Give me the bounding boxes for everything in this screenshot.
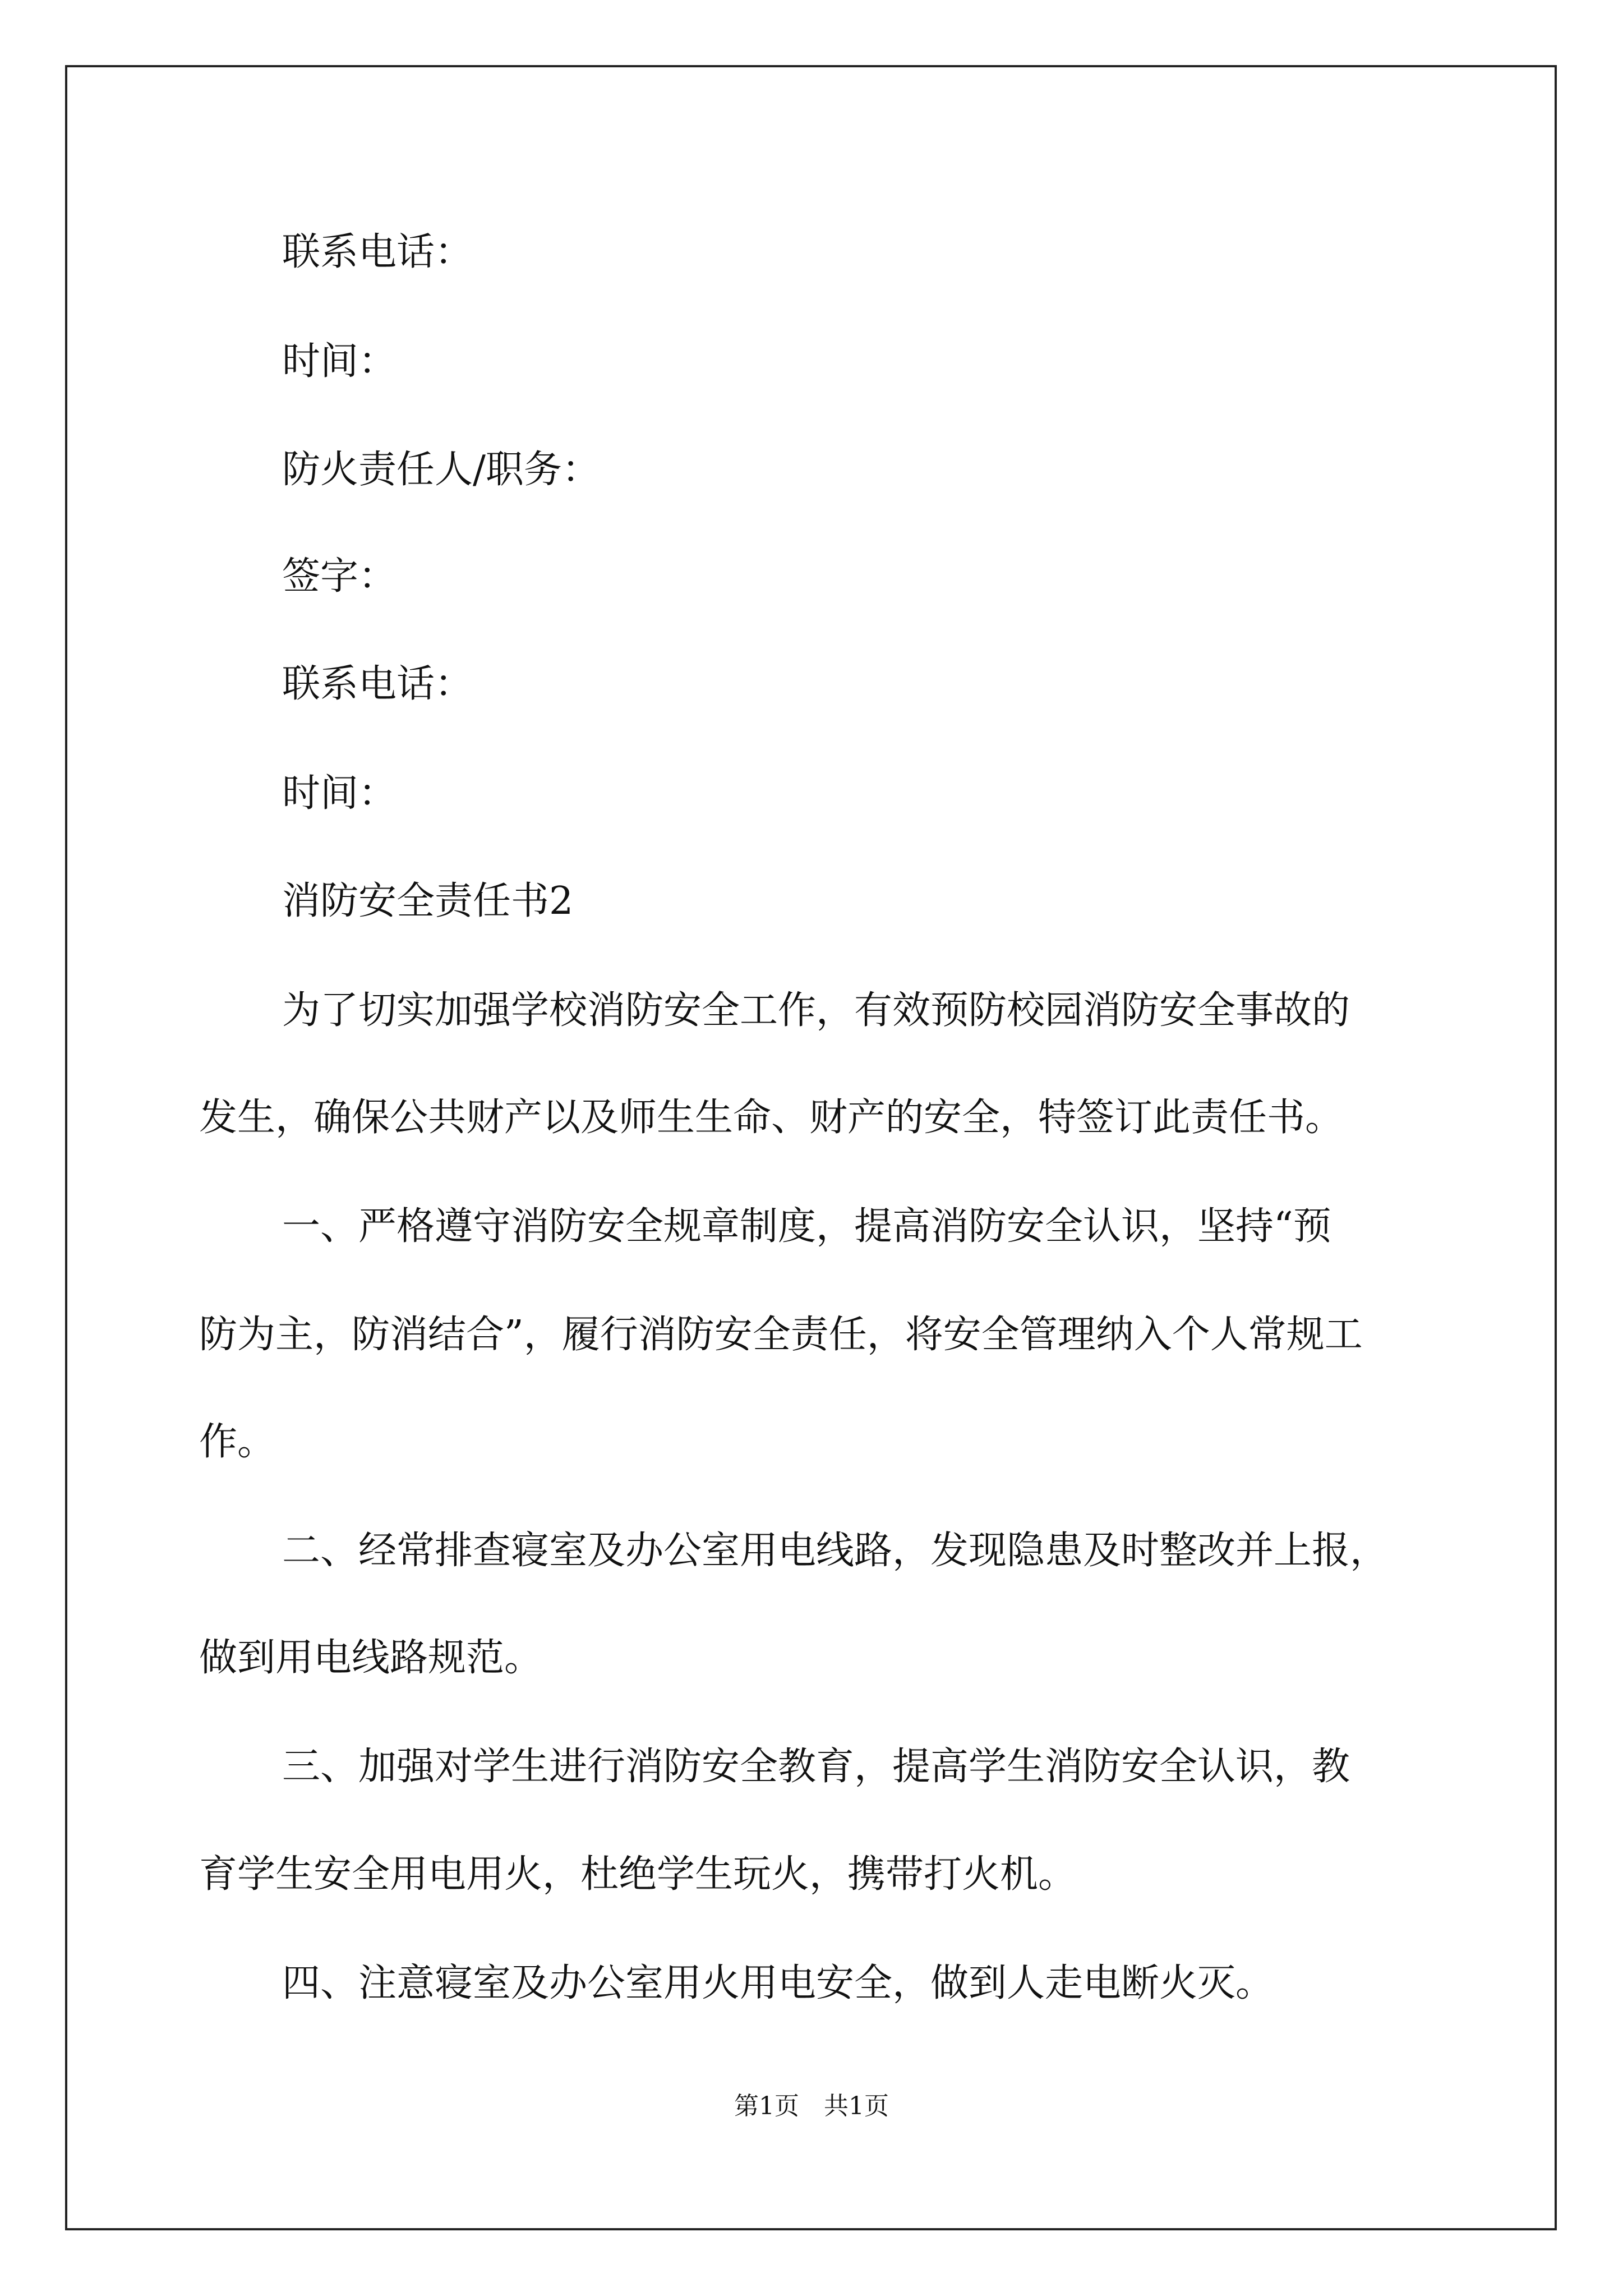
contact-phone-label-2: 联系电话：: [282, 662, 473, 706]
fire-responsible-label: 防火责任人/职务：: [282, 448, 600, 492]
signature-label: 签字：: [282, 554, 397, 599]
clause-2-line-2: 做到用电线路规范。: [199, 1636, 543, 1680]
page-border: [65, 65, 1557, 2230]
time-label-2: 时间：: [282, 771, 397, 816]
paragraph-intro-line-1: 为了切实加强学校消防安全工作，有效预防校园消防安全事故的: [282, 988, 1350, 1033]
clause-3-line-1: 三、加强对学生进行消防安全教育，提高学生消防安全认识，教: [282, 1745, 1350, 1789]
page-footer: 第1页 共1页: [734, 2092, 889, 2120]
section-title: 消防安全责任书2: [282, 879, 574, 923]
contact-phone-label-1: 联系电话：: [282, 230, 473, 274]
clause-1-line-1: 一、严格遵守消防安全规章制度，提高消防安全认识，坚持“预: [282, 1204, 1331, 1249]
time-label-1: 时间：: [282, 339, 397, 384]
clause-3-line-2: 育学生安全用电用火，杜绝学生玩火，携带打火机。: [199, 1852, 1077, 1897]
paragraph-intro-line-2: 发生，确保公共财产以及师生生命、财产的安全，特签订此责任书。: [199, 1096, 1344, 1140]
clause-2-line-1: 二、经常排查寝室及办公室用电线路，发现隐患及时整改并上报，: [282, 1529, 1389, 1573]
clause-1-line-3: 作。: [199, 1420, 276, 1464]
clause-1-line-2: 防为主，防消结合”，履行消防安全责任，将安全管理纳入个人常规工: [199, 1313, 1363, 1357]
clause-4-line-1: 四、注意寝室及办公室用火用电安全，做到人走电断火灭。: [282, 1961, 1274, 2005]
